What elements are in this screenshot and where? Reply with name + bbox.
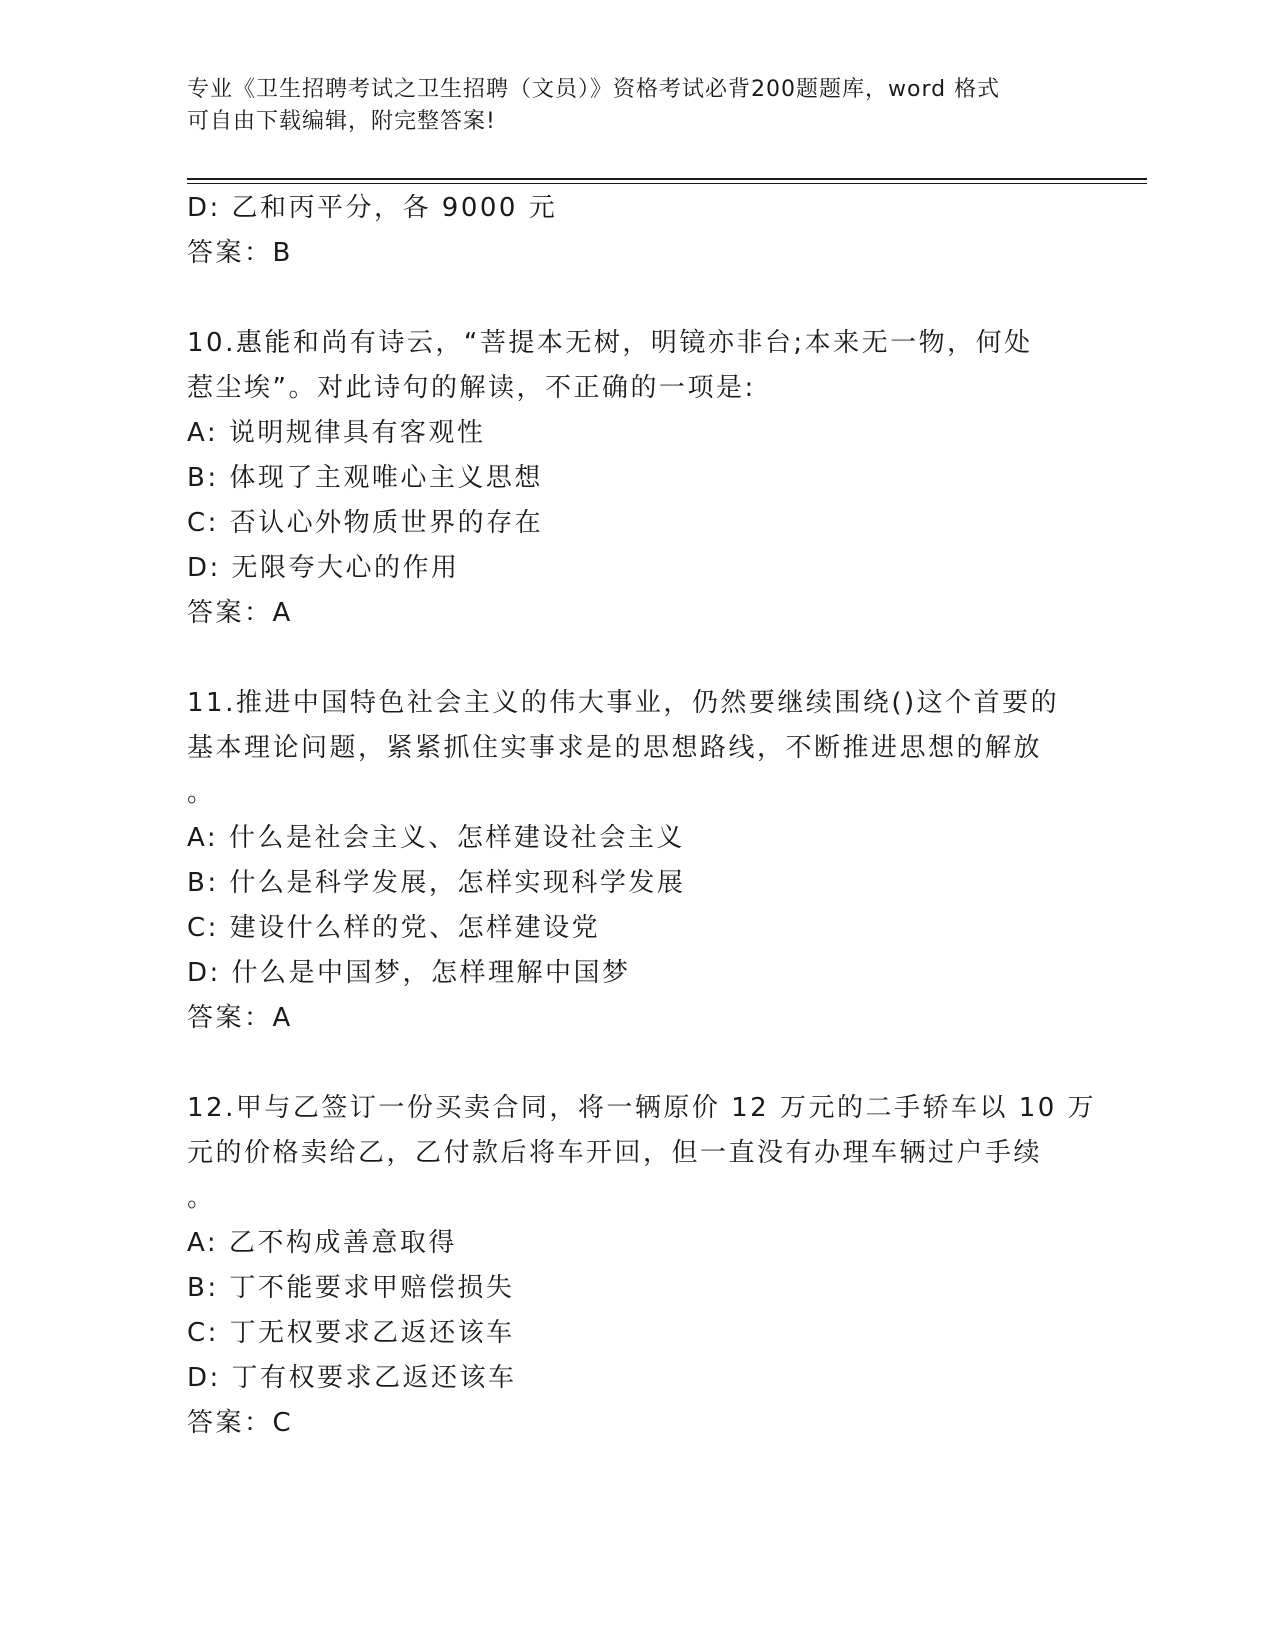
question-12-option-a: A: 乙不构成善意取得 (187, 1228, 457, 1258)
question-content (187, 186, 1097, 1446)
question-11-option-a: A: 什么是社会主义、怎样建设社会主义 (187, 823, 685, 853)
prev-option-d: D: 乙和丙平分，各 9000 元 (187, 193, 558, 223)
question-12-answer: 答案：C (187, 1408, 294, 1438)
spacer (187, 1041, 1067, 1086)
header-title-line-2: 可自由下载编辑，附完整答案! (187, 109, 496, 134)
question-12-option-b: B: 丁不能要求甲赔偿损失 (187, 1273, 515, 1303)
header-divider-thick (187, 178, 1147, 180)
question-10-text-line-1: 10.惠能和尚有诗云，“菩提本无树，明镜亦非台;本来无一物，何处 (187, 328, 1033, 358)
question-12-option-d: D: 丁有权要求乙返还该车 (187, 1363, 517, 1393)
question-10-text-line-2: 惹尘埃”。对此诗句的解读，不正确的一项是: (187, 373, 756, 403)
spacer (187, 276, 1067, 321)
question-10-option-b: B: 体现了主观唯心主义思想 (187, 463, 543, 493)
question-block-11 (187, 681, 1067, 1041)
question-12-text-line-2: 元的价格卖给乙，乙付款后将车开回，但一直没有办理车辆过户手续 (187, 1138, 1043, 1168)
question-10-option-a: A: 说明规律具有客观性 (187, 418, 486, 448)
prev-answer: 答案：B (187, 238, 293, 268)
question-12-option-c: C: 丁无权要求乙返还该车 (187, 1318, 515, 1348)
question-12-text-line-1: 12.甲与乙签订一份买卖合同，将一辆原价 12 万元的二手轿车以 10 万 (187, 1093, 1097, 1123)
question-11-answer: 答案：A (187, 1003, 293, 1033)
question-11-text-line-2: 基本理论问题，紧紧抓住实事求是的思想路线，不断推进思想的解放 (187, 733, 1043, 763)
question-11-text-line-1: 11.推进中国特色社会主义的伟大事业，仍然要继续围绕()这个首要的 (187, 688, 1060, 718)
question-11-text-line-3: 。 (187, 778, 216, 808)
question-11-option-d: D: 什么是中国梦，怎样理解中国梦 (187, 958, 631, 988)
question-11-option-c: C: 建设什么样的党、怎样建设党 (187, 913, 601, 943)
header-divider-thin (187, 183, 1147, 184)
spacer (187, 636, 1067, 681)
question-11-option-b: B: 什么是科学发展，怎样实现科学发展 (187, 868, 686, 898)
question-block-10 (187, 321, 1067, 636)
question-10-option-d: D: 无限夸大心的作用 (187, 553, 460, 583)
document-header (187, 74, 1087, 138)
question-10-answer: 答案：A (187, 598, 293, 628)
header-title-line-1: 专业《卫生招聘考试之卫生招聘（文员）》资格考试必背200题题库，word 格式 (187, 77, 1001, 102)
question-10-option-c: C: 否认心外物质世界的存在 (187, 508, 544, 538)
question-12-text-line-3: 。 (187, 1183, 216, 1213)
question-block-12 (187, 1086, 1097, 1446)
